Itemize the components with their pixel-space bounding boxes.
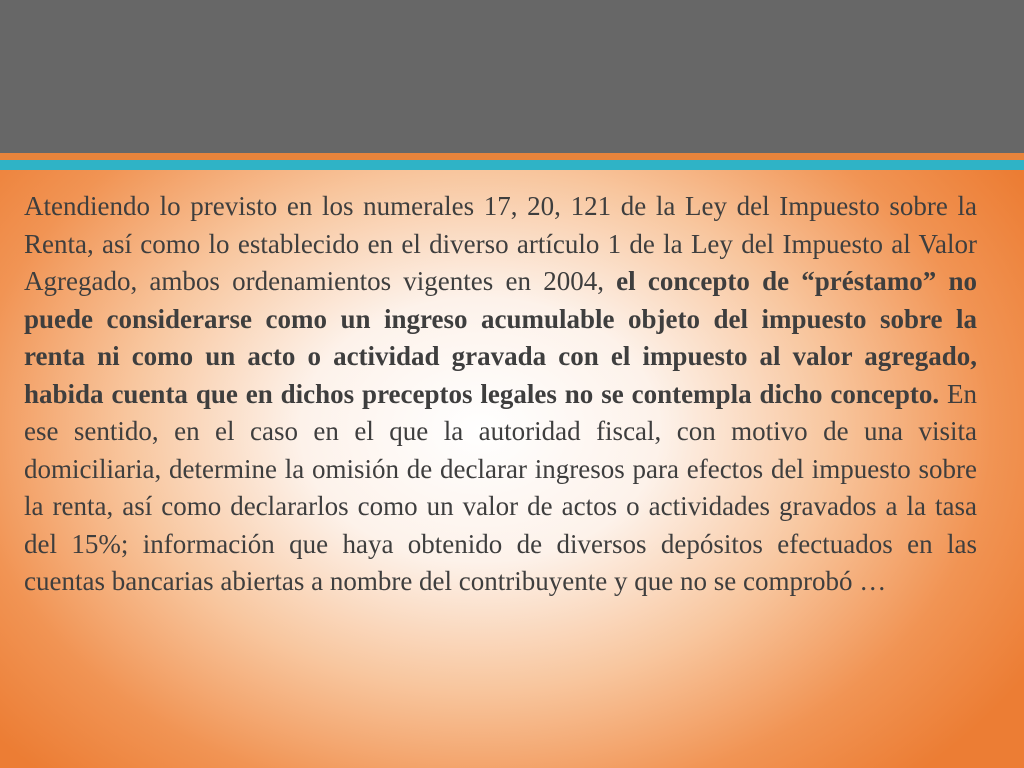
accent-stripe-teal — [0, 160, 1024, 170]
paragraph-emphasis: el concepto de “préstamo” no puede considerarse como un ingreso acumulable objeto del impuesto sobre la renta ni como un acto o actividad gravada con el impuesto al valor agregado, habida cuenta que en dichos preceptos legales no se contempla dicho concepto. — [24, 266, 977, 409]
body-paragraph — [24, 188, 977, 601]
accent-stripe-orange — [0, 153, 1024, 160]
slide-content — [0, 170, 1024, 768]
paragraph-intro: Atendiendo lo previsto en los numerales 17, 20, 121 de la Ley del Impuesto sobre la Renta, así como lo establecido en el diverso artículo 1 de la Ley del Impuesto al Valor Agregado, ambos ordenamientos vigentes en 2004, — [24, 191, 977, 296]
paragraph-continuation: En ese sentido, en el caso en el que la autoridad fiscal, con motivo de una visita domiciliaria, determine la omisión de declarar ingresos para efectos del impuesto sobre la renta, así como declararlos como un valor de actos o actividades gravados a la tasa del 15%; información que haya obtenido de diversos depósitos efectuados en las cuentas bancarias abiertas a nombre del contribuyente y que no se comprobó … — [24, 378, 977, 596]
header-band — [0, 0, 1024, 153]
